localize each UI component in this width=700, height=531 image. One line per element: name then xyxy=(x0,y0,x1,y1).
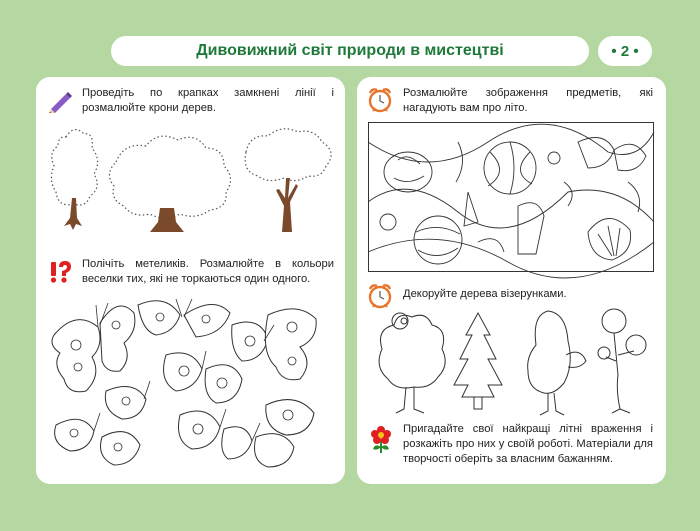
alarm-clock-icon xyxy=(367,87,393,113)
decorate-trees-illustration xyxy=(368,305,654,415)
pencil-icon xyxy=(48,89,74,113)
right-panel xyxy=(357,77,666,484)
summer-objects-illustration xyxy=(368,122,654,272)
task-color-summer: Розмалюйте зображення предметів, які нагадують вам про літо. xyxy=(403,87,653,114)
left-panel xyxy=(36,77,345,484)
page-number: • 2 • xyxy=(598,36,652,66)
butterflies-illustration xyxy=(46,295,336,480)
task-count-butterflies: Полічіть метеликів. Розмалюйте в кольори веселки тих, які не торкаються один одного. xyxy=(82,258,334,285)
dotted-trees-illustration xyxy=(46,122,336,247)
page-title: Дивовижний світ природи в мистецтві xyxy=(111,36,589,66)
flower-icon xyxy=(369,425,393,455)
task-trace-trees: Проведіть по крапках замкнені лінії і розмалюйте крони дерев. xyxy=(82,87,334,114)
question-exclamation-icon xyxy=(48,260,74,284)
task-decorate-trees: Декоруйте дерева візерунками. xyxy=(403,288,567,300)
task-summer-impressions: Пригадайте свої найкращі літні враження і розкажіть про них у своїй роботі. Матеріали для творчості оберіть за власним бажанням. xyxy=(403,423,653,465)
